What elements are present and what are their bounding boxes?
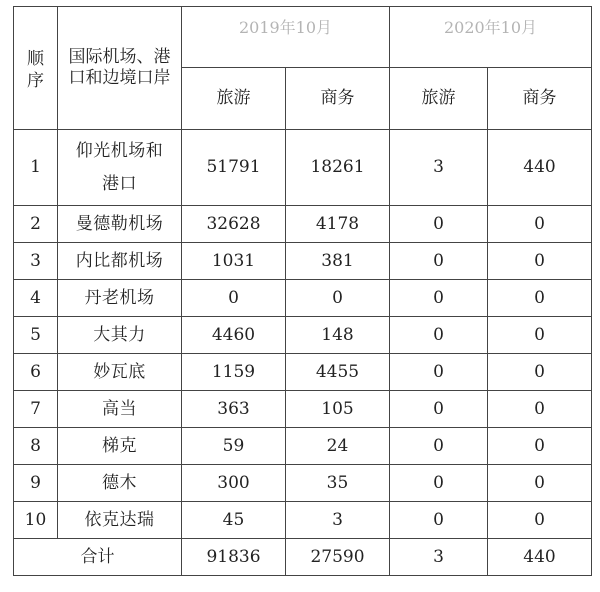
- row-business-2019: 35: [286, 465, 390, 502]
- row-business-2020: 0: [488, 428, 592, 465]
- row-tourism-2019: 51791: [182, 130, 286, 206]
- row-tourism-2019: 1159: [182, 354, 286, 391]
- row-index: 5: [14, 317, 58, 354]
- header-index: [14, 7, 58, 130]
- header-tourism-2019: 旅游: [182, 68, 286, 130]
- row-tourism-2020: 0: [390, 243, 488, 280]
- header-business-2020: 商务: [488, 68, 592, 130]
- row-name: 丹老机场: [58, 280, 182, 317]
- visitor-statistics-table: [13, 6, 592, 576]
- total-business-2020: 440: [488, 539, 592, 576]
- row-business-2019: 381: [286, 243, 390, 280]
- header-year-2019: 2019年10月: [182, 7, 390, 68]
- row-business-2019: 0: [286, 280, 390, 317]
- row-name: [58, 130, 182, 206]
- row-tourism-2020: 0: [390, 428, 488, 465]
- header-tourism-2020: 旅游: [390, 68, 488, 130]
- row-index: 1: [14, 130, 58, 206]
- row-business-2019: 4455: [286, 354, 390, 391]
- row-index: 7: [14, 391, 58, 428]
- row-tourism-2020: 0: [390, 206, 488, 243]
- row-index: 8: [14, 428, 58, 465]
- total-business-2019: 27590: [286, 539, 390, 576]
- row-tourism-2020: 3: [390, 130, 488, 206]
- total-label: 合计: [14, 539, 182, 576]
- row-business-2020: 0: [488, 502, 592, 539]
- total-tourism-2019: 91836: [182, 539, 286, 576]
- row-name: 梯克: [58, 428, 182, 465]
- table-row: [14, 354, 592, 391]
- row-tourism-2019: 363: [182, 391, 286, 428]
- row-business-2020: 440: [488, 130, 592, 206]
- row-tourism-2019: 4460: [182, 317, 286, 354]
- header-port-label: 国际机场、港口和边境口岸: [68, 46, 171, 88]
- table-row: [14, 502, 592, 539]
- row-index: 6: [14, 354, 58, 391]
- row-tourism-2019: 1031: [182, 243, 286, 280]
- table-row: [14, 243, 592, 280]
- row-tourism-2020: 0: [390, 354, 488, 391]
- row-business-2019: 4178: [286, 206, 390, 243]
- row-tourism-2020: 0: [390, 280, 488, 317]
- header-port: [58, 7, 182, 130]
- table-row: [14, 391, 592, 428]
- row-business-2020: 0: [488, 317, 592, 354]
- row-tourism-2020: 0: [390, 317, 488, 354]
- row-business-2019: 3: [286, 502, 390, 539]
- row-name: 大其力: [58, 317, 182, 354]
- row-tourism-2019: 32628: [182, 206, 286, 243]
- row-tourism-2019: 0: [182, 280, 286, 317]
- row-index: 10: [14, 502, 58, 539]
- row-tourism-2019: 300: [182, 465, 286, 502]
- table-row: [14, 317, 592, 354]
- row-name: 曼德勒机场: [58, 206, 182, 243]
- row-tourism-2020: 0: [390, 465, 488, 502]
- table-row: [14, 206, 592, 243]
- header-row-top: [14, 7, 592, 68]
- header-business-2019: 商务: [286, 68, 390, 130]
- table-row: [14, 130, 592, 206]
- row-name: 德木: [58, 465, 182, 502]
- row-index: 9: [14, 465, 58, 502]
- row-business-2019: 148: [286, 317, 390, 354]
- row-business-2019: 18261: [286, 130, 390, 206]
- table-row: [14, 465, 592, 502]
- row-name: 妙瓦底: [58, 354, 182, 391]
- row-business-2020: 0: [488, 280, 592, 317]
- row-tourism-2019: 59: [182, 428, 286, 465]
- row-business-2019: 105: [286, 391, 390, 428]
- header-year-2020: 2020年10月: [390, 7, 592, 68]
- table-row: [14, 428, 592, 465]
- row-name-label: 仰光机场和港口: [75, 141, 164, 194]
- row-business-2019: 24: [286, 428, 390, 465]
- table-row: [14, 280, 592, 317]
- row-name: 依克达瑞: [58, 502, 182, 539]
- row-business-2020: 0: [488, 391, 592, 428]
- row-index: 2: [14, 206, 58, 243]
- row-index: 3: [14, 243, 58, 280]
- row-tourism-2019: 45: [182, 502, 286, 539]
- row-tourism-2020: 0: [390, 502, 488, 539]
- row-name: 内比都机场: [58, 243, 182, 280]
- total-row: [14, 539, 592, 576]
- row-index: 4: [14, 280, 58, 317]
- row-business-2020: 0: [488, 354, 592, 391]
- row-business-2020: 0: [488, 206, 592, 243]
- row-tourism-2020: 0: [390, 391, 488, 428]
- row-name: 高当: [58, 391, 182, 428]
- row-business-2020: 0: [488, 465, 592, 502]
- total-tourism-2020: 3: [390, 539, 488, 576]
- row-business-2020: 0: [488, 243, 592, 280]
- header-index-label: 顺序: [27, 48, 44, 91]
